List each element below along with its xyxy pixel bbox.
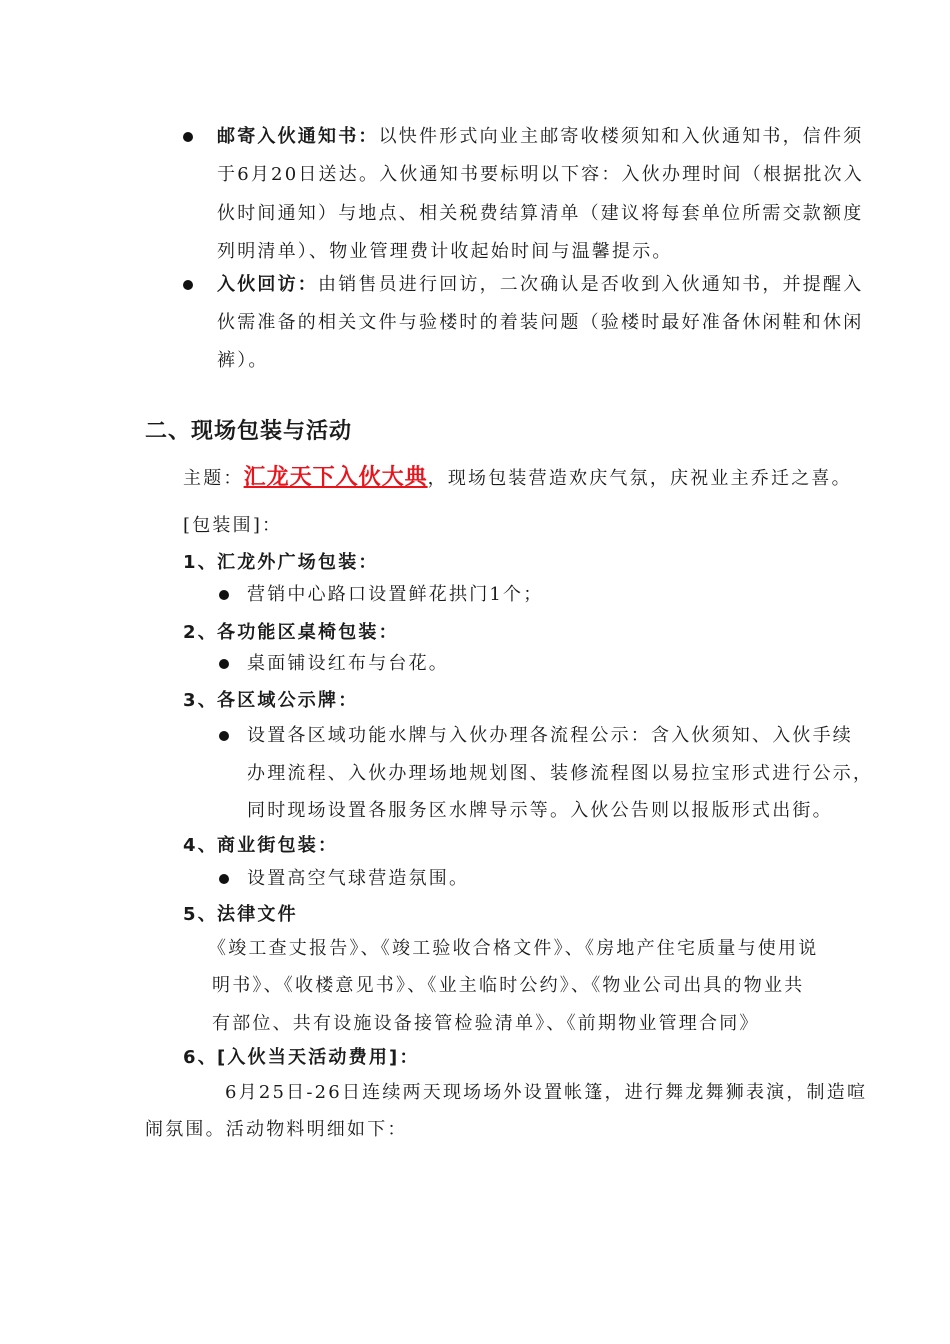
- mail-notice-line-1: 邮寄入伙通知书：以快件形式向业主邮寄收楼须知和入伙通知书，信件须: [217, 126, 864, 147]
- item-number: 1、: [183, 552, 218, 573]
- item-title: 法律文件: [217, 904, 298, 925]
- item-title: 各功能区桌椅包装：: [217, 622, 399, 643]
- bullet-dot: [219, 874, 229, 884]
- item-bullet: 营销中心路口设置鲜花拱门1个；: [247, 584, 544, 605]
- legal-docs-line-1: 《竣工查丈报告》、《竣工验收合格文件》、《房地产住宅质量与使用说: [208, 938, 819, 959]
- activity-line-2: 闹氛围。活动物料明细如下：: [145, 1119, 408, 1140]
- legal-docs-line-2: 明书》、《收楼意见书》、《业主临时公约》、《物业公司出具的物业共: [212, 975, 805, 996]
- section-title: 二、现场包装与活动: [145, 419, 353, 444]
- item-number: 5、: [183, 904, 218, 925]
- mail-notice-line-2: 于6月20日送达。入伙通知书要标明以下容：入伙办理时间（根据批次入: [217, 164, 864, 185]
- bullet-dot: [219, 590, 229, 600]
- theme-highlight: 汇龙天下入伙大典: [243, 465, 428, 490]
- item-bullet: 设置高空气球营造氛围。: [247, 868, 470, 889]
- mail-notice-label: 邮寄入伙通知书：: [217, 126, 379, 147]
- bullet-dot: [219, 731, 229, 741]
- revisit-label: 入伙回访：: [217, 274, 318, 295]
- item-title: 汇龙外广场包装：: [217, 552, 379, 573]
- revisit-line-2: 伙需准备的相关文件与验楼时的着装问题（验楼时最好准备休闲鞋和休闲: [217, 312, 864, 333]
- item-title: [入伙当天活动费用]：: [217, 1047, 420, 1068]
- item-bullet-line-3: 同时现场设置各服务区水牌导示等。入伙公告则以报版形式出街。: [247, 800, 833, 821]
- bullet-dot: [183, 280, 193, 290]
- revisit-line-1: 入伙回访：由销售员进行回访，二次确认是否收到入伙通知书，并提醒入: [217, 274, 864, 295]
- item-bullet-line-2: 办理流程、入伙办理场地规划图、装修流程图以易拉宝形式进行公示，: [247, 763, 874, 784]
- packaging-label: [包装围]：: [183, 515, 283, 536]
- item-number: 3、: [183, 690, 218, 711]
- item-bullet: 桌面铺设红布与台花。: [247, 653, 449, 674]
- item-number: 6、: [183, 1047, 218, 1068]
- revisit-line-3: 裤）。: [217, 350, 269, 371]
- legal-docs-line-3: 有部位、共有设施设备接管检验清单》、《前期物业管理合同》: [212, 1013, 760, 1034]
- activity-line-1: 6月25日-26日连续两天现场场外设置帐篷，进行舞龙舞狮表演，制造喧: [225, 1082, 868, 1103]
- bullet-dot: [219, 659, 229, 669]
- item-title: 各区域公示牌：: [217, 690, 359, 711]
- theme-line: 主题：汇龙天下入伙大典，现场包装营造欢庆气氛，庆祝业主乔迁之喜。: [183, 465, 852, 490]
- item-bullet-line-1: 设置各区域功能水牌与入伙办理各流程公示：含入伙须知、入伙手续: [247, 725, 853, 746]
- mail-notice-line-3: 伙时间通知）与地点、相关税费结算清单（建议将每套单位所需交款额度: [217, 203, 864, 224]
- item-number: 4、: [183, 835, 218, 856]
- item-title: 商业街包装：: [217, 835, 339, 856]
- mail-notice-line-4: 列明清单）、物业管理费计收起始时间与温馨提示。: [217, 241, 673, 262]
- bullet-dot: [183, 132, 193, 142]
- item-number: 2、: [183, 622, 218, 643]
